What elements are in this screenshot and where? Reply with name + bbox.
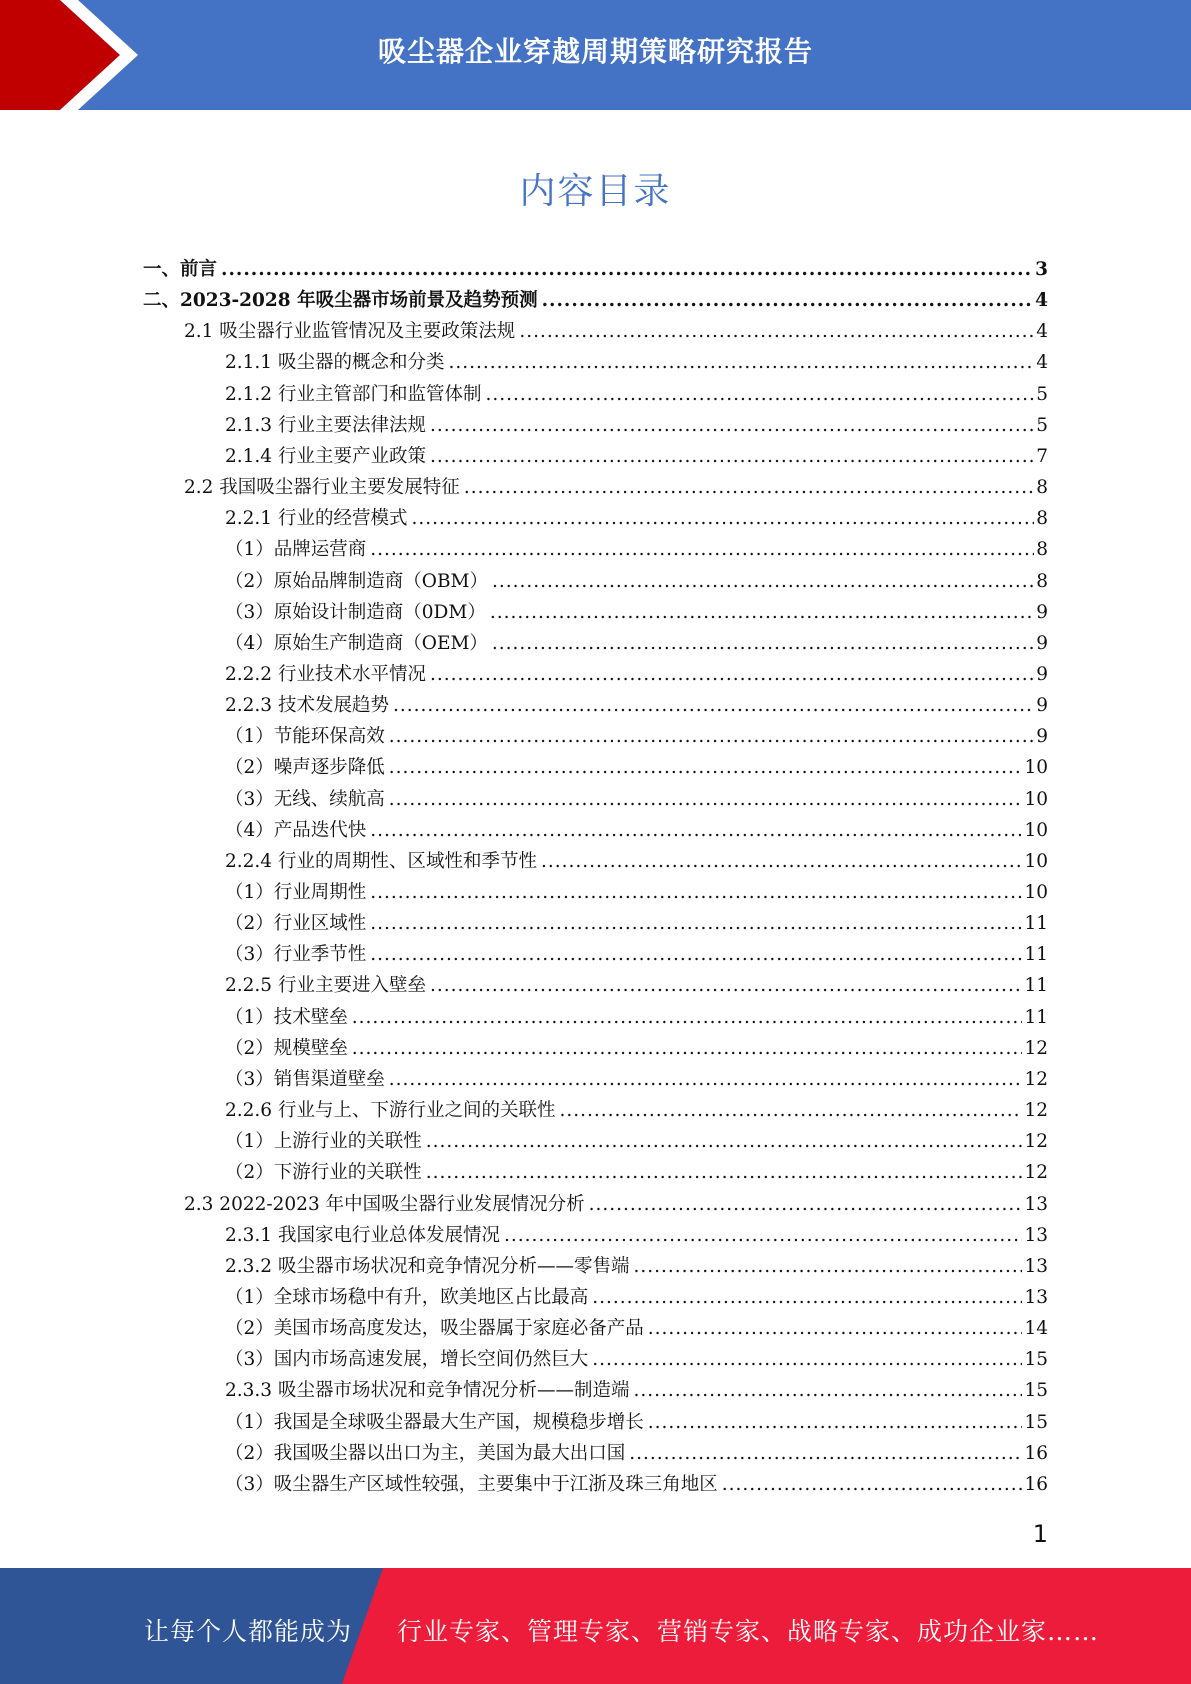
toc-entry-label: 2.2.2 行业技术水平情况	[225, 663, 426, 685]
toc-dot-leader	[430, 970, 1022, 1001]
toc-entry-label: （3）无线、续航高	[225, 788, 385, 810]
toc-entry-label: （4）产品迭代快	[225, 819, 367, 841]
toc-entry-page: 9	[1036, 663, 1048, 685]
toc-entry[interactable]	[225, 784, 1048, 815]
toc-entry-label: 2.2.4 行业的周期性、区域性和季节性	[225, 850, 537, 872]
toc-dot-leader	[559, 1095, 1022, 1126]
toc-dot-leader	[648, 1407, 1023, 1438]
toc-dot-leader	[633, 1375, 1022, 1406]
toc-dot-leader	[592, 1344, 1022, 1375]
toc-entry[interactable]	[225, 1033, 1048, 1064]
toc-entry-label: 2.3.2 吸尘器市场状况和竞争情况分析——零售端	[225, 1255, 630, 1277]
toc-entry[interactable]	[143, 254, 1048, 285]
toc-entry-label: （2）行业区域性	[225, 913, 367, 935]
toc-entry-label: （3）行业季节性	[225, 944, 367, 966]
toc-entry-label: 2.2.6 行业与上、下游行业之间的关联性	[225, 1100, 556, 1122]
toc-entry[interactable]	[225, 597, 1048, 628]
toc-dot-leader	[389, 752, 1023, 783]
toc-entry-page: 11	[1024, 913, 1048, 935]
toc-dot-leader	[389, 784, 1023, 815]
toc-entry-page: 13	[1024, 1193, 1048, 1215]
toc-entry[interactable]	[225, 534, 1048, 565]
toc-entry-page: 8	[1036, 477, 1048, 499]
toc-dot-leader	[370, 534, 1034, 565]
toc-entry-label: （1）我国是全球吸尘器最大生产国，规模稳步增长	[225, 1411, 644, 1433]
toc-entry-label: （3）吸尘器生产区域性较强，主要集中于江浙及珠三角地区	[225, 1473, 718, 1495]
toc-entry[interactable]	[225, 1095, 1048, 1126]
toc-entry-label: （1）节能环保高效	[225, 726, 385, 748]
toc-entry[interactable]	[225, 503, 1048, 534]
toc-dot-leader	[389, 1064, 1023, 1095]
toc-entry-page: 15	[1024, 1380, 1048, 1402]
toc-entry[interactable]	[225, 1407, 1048, 1438]
toc-dot-leader	[352, 1033, 1023, 1064]
toc-dot-leader	[426, 1126, 1023, 1157]
toc-dot-leader	[370, 815, 1022, 846]
toc-entry-page: 12	[1024, 1100, 1048, 1122]
toc-entry-page: 7	[1036, 445, 1048, 467]
toc-entry-page: 11	[1024, 944, 1048, 966]
toc-entry-page: 5	[1036, 414, 1048, 436]
toc-entry-page: 3	[1035, 259, 1048, 280]
toc-entry-label: （1）上游行业的关联性	[225, 1131, 422, 1153]
toc-entry-label: 2.3 2022-2023 年中国吸尘器行业发展情况分析	[184, 1193, 585, 1215]
toc-dot-leader	[430, 659, 1034, 690]
toc-entry-label: 2.2.1 行业的经营模式	[225, 508, 408, 530]
toc-entry[interactable]	[225, 1375, 1048, 1406]
toc-entry-page: 16	[1024, 1442, 1048, 1464]
toc-entry-label: （3）销售渠道壁垒	[225, 1068, 385, 1090]
toc-entry[interactable]	[225, 752, 1048, 783]
toc-entry-page: 10	[1024, 819, 1048, 841]
toc-entry-page: 14	[1024, 1318, 1048, 1340]
toc-entry[interactable]	[225, 939, 1048, 970]
toc-entry-page: 9	[1036, 726, 1048, 748]
toc-dot-leader	[430, 410, 1034, 441]
toc-entry-label: （1）技术壁垒	[225, 1006, 348, 1028]
toc-entry-page: 12	[1024, 1131, 1048, 1153]
toc-entry[interactable]	[225, 1064, 1048, 1095]
toc-entry-page: 10	[1024, 850, 1048, 872]
toc-entry-page: 12	[1024, 1068, 1048, 1090]
toc-entry-label: 2.1.2 行业主管部门和监管体制	[225, 383, 482, 405]
toc-dot-leader	[504, 1220, 1022, 1251]
toc-entry[interactable]	[225, 1469, 1048, 1500]
toc-entry[interactable]	[225, 1126, 1048, 1157]
toc-entry-label: （1）全球市场稳中有升，欧美地区占比最高	[225, 1286, 589, 1308]
toc-entry[interactable]	[225, 721, 1048, 752]
toc-dot-leader	[464, 472, 1034, 503]
toc-entry-page: 9	[1036, 695, 1048, 717]
toc-dot-leader	[411, 503, 1034, 534]
toc-entry-label: （2）原始品牌制造商（OBM）	[225, 570, 488, 592]
footer-slogan-left: 让每个人都能成为	[144, 1617, 353, 1646]
toc-dot-leader	[426, 1157, 1023, 1188]
toc-entry-page: 9	[1036, 632, 1048, 654]
toc-entry-page: 15	[1024, 1411, 1048, 1433]
toc-entry[interactable]	[225, 628, 1048, 659]
toc-entry-label: （2）下游行业的关联性	[225, 1162, 422, 1184]
page-number: 1	[1032, 1520, 1048, 1548]
toc-entry-label: 二、2023-2028 年吸尘器市场前景及趋势预测	[143, 290, 538, 312]
toc-entry-page: 13	[1024, 1255, 1048, 1277]
toc-dot-leader	[722, 1469, 1023, 1500]
toc-entry-label: （2）美国市场高度发达，吸尘器属于家庭必备产品	[225, 1318, 644, 1340]
toc-entry-label: 2.1.4 行业主要产业政策	[225, 445, 426, 467]
toc-dot-leader	[492, 628, 1034, 659]
toc-entry-label: 2.1 吸尘器行业监管情况及主要政策法规	[184, 321, 516, 343]
toc-entry[interactable]	[225, 1438, 1048, 1469]
toc-entry-label: （4）原始生产制造商（OEM）	[225, 632, 488, 654]
toc-dot-leader	[389, 721, 1034, 752]
toc-entry[interactable]	[225, 1344, 1048, 1375]
toc-dot-leader	[221, 254, 1033, 285]
toc-dot-leader	[448, 347, 1034, 378]
toc-dot-leader	[370, 908, 1022, 939]
toc-entry-page: 9	[1036, 601, 1048, 623]
toc-entry[interactable]	[184, 472, 1048, 503]
toc-entry[interactable]	[225, 1002, 1048, 1033]
toc-entry[interactable]	[225, 347, 1048, 378]
toc-entry-page: 11	[1024, 1006, 1048, 1028]
toc-entry[interactable]	[225, 1282, 1048, 1313]
toc-entry[interactable]	[225, 659, 1048, 690]
toc-entry[interactable]	[225, 1251, 1048, 1282]
toc-dot-leader	[490, 597, 1034, 628]
toc-entry-label: 2.1.3 行业主要法律法规	[225, 414, 426, 436]
toc-dot-leader	[370, 877, 1022, 908]
toc-entry[interactable]	[225, 441, 1048, 472]
toc-entry[interactable]	[184, 1189, 1048, 1220]
toc-dot-leader	[589, 1189, 1023, 1220]
toc-entry[interactable]	[225, 410, 1048, 441]
toc-entry-label: （3）原始设计制造商（0DM）	[225, 601, 486, 623]
toc-dot-leader	[352, 1002, 1023, 1033]
toc-entry-label: 2.1.1 吸尘器的概念和分类	[225, 352, 445, 374]
toc-entry-page: 12	[1024, 1037, 1048, 1059]
toc-dot-leader	[633, 1251, 1022, 1282]
toc-entry[interactable]	[225, 908, 1048, 939]
toc-entry-page: 5	[1036, 383, 1048, 405]
toc-entry[interactable]	[225, 566, 1048, 597]
toc-entry-page: 10	[1024, 757, 1048, 779]
toc-entry[interactable]	[225, 379, 1048, 410]
toc-entry-page: 10	[1024, 788, 1048, 810]
toc-entry[interactable]	[225, 1220, 1048, 1251]
toc-entry-label: （1）行业周期性	[225, 882, 367, 903]
toc-entry-label: 2.2 我国吸尘器行业主要发展特征	[184, 477, 460, 499]
toc-entry[interactable]	[184, 316, 1048, 347]
toc-entry[interactable]	[225, 1157, 1048, 1188]
header-banner	[0, 0, 1191, 110]
toc-entry-label: 2.2.5 行业主要进入壁垒	[225, 975, 426, 997]
toc-entry-page: 11	[1024, 975, 1048, 997]
toc-dot-leader	[370, 939, 1022, 970]
toc-entry[interactable]	[225, 877, 1048, 908]
toc-entry-label: 2.3.3 吸尘器市场状况和竞争情况分析——制造端	[225, 1380, 630, 1402]
toc-dot-leader	[492, 566, 1034, 597]
toc-entry-page: 4	[1036, 352, 1048, 374]
toc-heading: 内容目录	[519, 171, 672, 212]
toc-entry-page: 10	[1024, 882, 1048, 903]
footer-slogan-right: 行业专家、管理专家、营销专家、战略专家、成功企业家……	[397, 1617, 1100, 1646]
toc-entry-page: 4	[1035, 290, 1048, 312]
toc-dot-leader	[541, 846, 1022, 877]
toc-entry-page: 13	[1024, 1224, 1048, 1246]
toc-entry-label: （1）品牌运营商	[225, 539, 367, 561]
toc-entry-page: 15	[1024, 1349, 1048, 1371]
toc-entry-label: （2）我国吸尘器以出口为主，美国为最大出口国	[225, 1442, 626, 1464]
toc-dot-leader	[629, 1438, 1022, 1469]
toc-entry[interactable]	[143, 285, 1048, 316]
toc-dot-leader	[592, 1282, 1022, 1313]
toc-dot-leader	[519, 316, 1034, 347]
toc-entry-label: （2）规模壁垒	[225, 1037, 348, 1059]
toc-entry-label: 2.2.3 技术发展趋势	[225, 695, 389, 717]
toc-dot-leader	[430, 441, 1034, 472]
toc-dot-leader	[542, 285, 1034, 316]
toc-dot-leader	[485, 379, 1034, 410]
toc-entry[interactable]	[225, 1313, 1048, 1344]
toc-dot-leader	[393, 690, 1034, 721]
toc-dot-leader	[648, 1313, 1023, 1344]
toc-entry-page: 16	[1024, 1473, 1048, 1495]
toc-entry[interactable]	[225, 970, 1048, 1001]
toc-entry-label: （3）国内市场高速发展，增长空间仍然巨大	[225, 1349, 589, 1371]
toc-entry-label: 2.3.1 我国家电行业总体发展情况	[225, 1224, 500, 1246]
toc-entry-page: 8	[1036, 539, 1048, 561]
toc-entry[interactable]	[225, 846, 1048, 877]
toc-entry[interactable]	[225, 690, 1048, 721]
toc-entry-page: 8	[1036, 570, 1048, 592]
toc-entry-page: 12	[1024, 1162, 1048, 1184]
footer-banner	[0, 1568, 1191, 1684]
toc-entry-page: 4	[1036, 321, 1048, 343]
toc-entry[interactable]	[225, 815, 1048, 846]
report-title: 吸尘器企业穿越周期策略研究报告	[377, 35, 813, 68]
toc-entry-page: 13	[1024, 1286, 1048, 1308]
toc-entry-page: 8	[1036, 508, 1048, 530]
toc-entry-label: 一、前言	[143, 259, 218, 280]
toc-entry-label: （2）噪声逐步降低	[225, 757, 385, 779]
